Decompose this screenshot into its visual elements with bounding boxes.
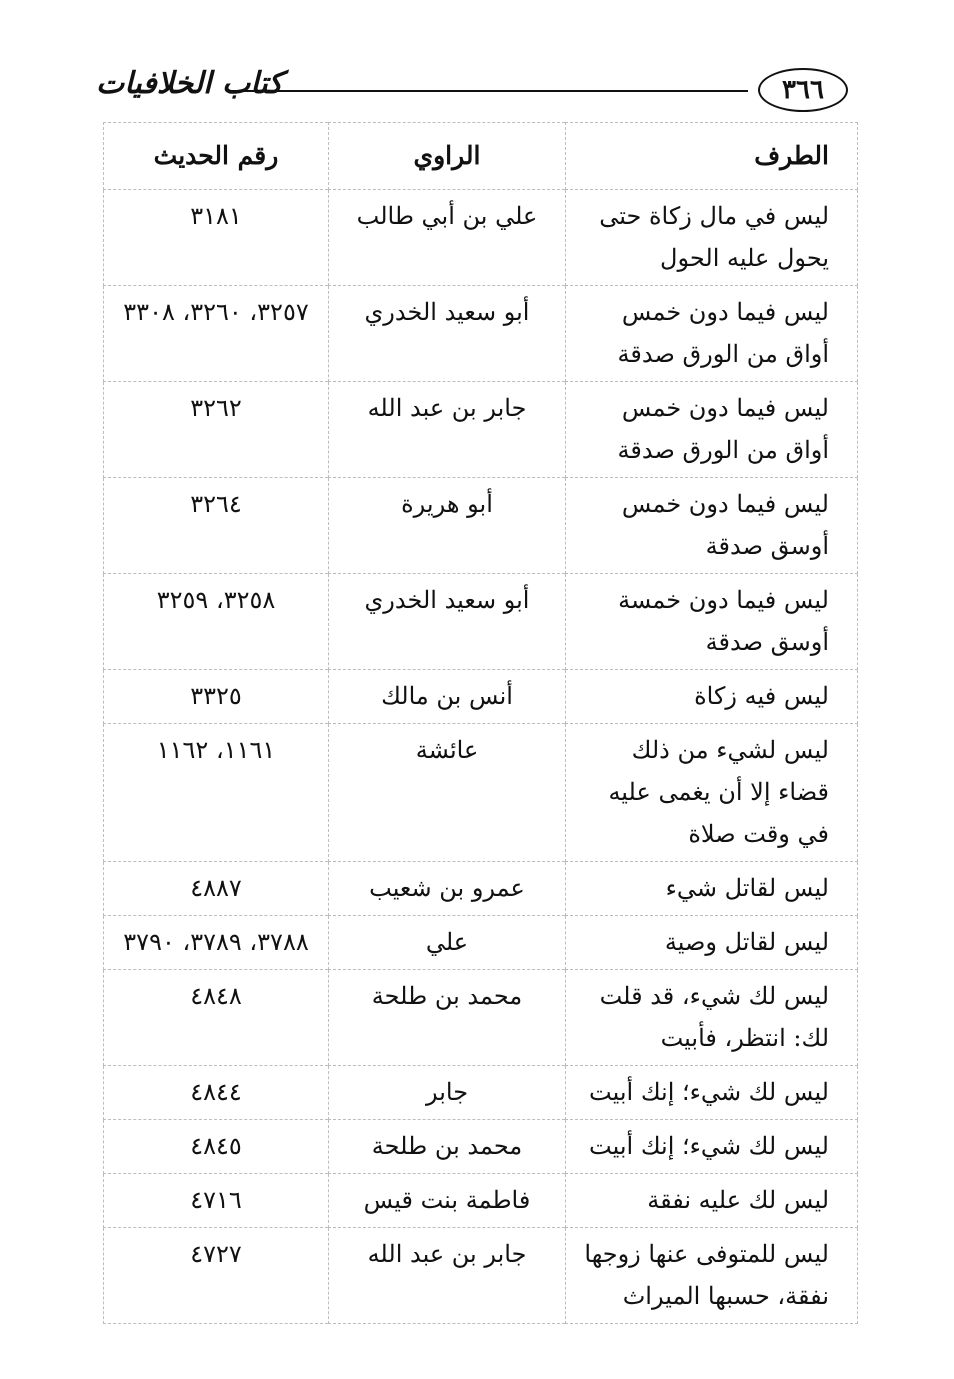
book-title: كتاب الخلافيات: [96, 66, 283, 101]
table-row: [104, 286, 858, 382]
table-row: [104, 382, 858, 478]
hadith-number-cell: ٤٧١٦: [104, 1174, 329, 1228]
rawi-cell: أبو هريرة: [329, 478, 566, 574]
rawi-cell: علي بن أبي طالب: [329, 190, 566, 286]
table-row: [104, 1228, 858, 1324]
tarf-cell: ليس فيه زكاة: [566, 670, 858, 724]
table-row: [104, 862, 858, 916]
page-number: ٣٦٦: [758, 68, 848, 112]
table-row: [104, 190, 858, 286]
hadith-number-cell: ٣٢٥٧، ٣٢٦٠، ٣٣٠٨: [104, 286, 329, 382]
rawi-cell: جابر بن عبد الله: [329, 1228, 566, 1324]
hadith-number-cell: ٣١٨١: [104, 190, 329, 286]
tarf-cell: ليس لك شيء، قد قلت لك: انتظر، فأبيت: [566, 970, 858, 1066]
column-header-hadith-number: رقم الحديث: [104, 123, 329, 190]
rawi-cell: جابر بن عبد الله: [329, 382, 566, 478]
tarf-cell: ليس في مال زكاة حتى يحول عليه الحول: [566, 190, 858, 286]
table-row: [104, 478, 858, 574]
tarf-cell: ليس للمتوفى عنها زوجها نفقة، حسبها الميراث: [566, 1228, 858, 1324]
tarf-cell: ليس لقاتل وصية: [566, 916, 858, 970]
rawi-cell: أنس بن مالك: [329, 670, 566, 724]
table-row: [104, 670, 858, 724]
tarf-cell: ليس فيما دون خمس أوسق صدقة: [566, 478, 858, 574]
column-header-rawi: الراوي: [329, 123, 566, 190]
tarf-cell: ليس لك شيء؛ إنك أبيت: [566, 1066, 858, 1120]
table-row: [104, 916, 858, 970]
tarf-cell: ليس فيما دون خمس أواق من الورق صدقة: [566, 286, 858, 382]
table-row: [104, 1120, 858, 1174]
rawi-cell: عمرو بن شعيب: [329, 862, 566, 916]
column-header-tarf: الطرف: [566, 123, 858, 190]
tarf-cell: ليس فيما دون خمس أواق من الورق صدقة: [566, 382, 858, 478]
header-divider: [228, 90, 748, 92]
tarf-cell: ليس لك شيء؛ إنك أبيت: [566, 1120, 858, 1174]
rawi-cell: محمد بن طلحة: [329, 1120, 566, 1174]
table-row: [104, 574, 858, 670]
hadith-index-table: [103, 122, 858, 1324]
hadith-number-cell: ٤٨٤٨: [104, 970, 329, 1066]
table-row: [104, 1066, 858, 1120]
table-row: [104, 970, 858, 1066]
tarf-cell: ليس لك عليه نفقة: [566, 1174, 858, 1228]
rawi-cell: أبو سعيد الخدري: [329, 286, 566, 382]
table-row: [104, 1174, 858, 1228]
hadith-number-cell: ٤٧٢٧: [104, 1228, 329, 1324]
hadith-number-cell: ٤٨٤٤: [104, 1066, 329, 1120]
tarf-cell: ليس لقاتل شيء: [566, 862, 858, 916]
rawi-cell: جابر: [329, 1066, 566, 1120]
table-row: [104, 724, 858, 862]
rawi-cell: أبو سعيد الخدري: [329, 574, 566, 670]
tarf-cell: ليس لشيء من ذلك قضاء إلا أن يغمى عليه في وقت صلاة: [566, 724, 858, 862]
rawi-cell: علي: [329, 916, 566, 970]
hadith-number-cell: ٣٢٦٢: [104, 382, 329, 478]
hadith-number-cell: ٣٧٨٨، ٣٧٨٩، ٣٧٩٠: [104, 916, 329, 970]
hadith-number-cell: ٣٣٢٥: [104, 670, 329, 724]
hadith-number-cell: ٤٨٤٥: [104, 1120, 329, 1174]
tarf-cell: ليس فيما دون خمسة أوسق صدقة: [566, 574, 858, 670]
page-header: [96, 66, 848, 116]
table-header-row: [104, 123, 858, 190]
hadith-number-cell: ٤٨٨٧: [104, 862, 329, 916]
hadith-number-cell: ٣٢٦٤: [104, 478, 329, 574]
hadith-number-cell: ١١٦١، ١١٦٢: [104, 724, 329, 862]
hadith-number-cell: ٣٢٥٨، ٣٢٥٩: [104, 574, 329, 670]
rawi-cell: فاطمة بنت قيس: [329, 1174, 566, 1228]
rawi-cell: محمد بن طلحة: [329, 970, 566, 1066]
rawi-cell: عائشة: [329, 724, 566, 862]
